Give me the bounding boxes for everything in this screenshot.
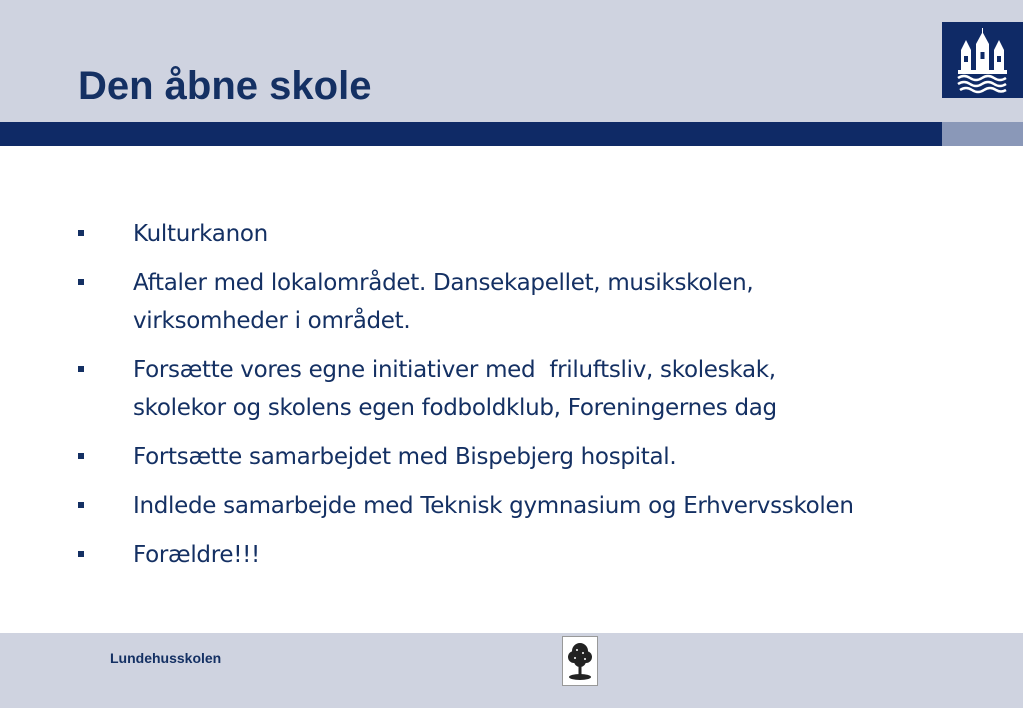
list-item xyxy=(0,215,1000,253)
bullet-line: Indlede samarbejde med Teknisk gymnasium og Erhvervsskolen xyxy=(133,493,854,519)
slide-title: Den åbne skole xyxy=(78,64,372,108)
square-bullet-icon xyxy=(78,551,84,557)
bullet-line: Kulturkanon xyxy=(133,221,268,247)
bullet-line: Fortsætte samarbejdet med Bispebjerg hospital. xyxy=(133,444,677,470)
bullet-line: Forsætte vores egne initiativer med friluftsliv, skoleskak, xyxy=(133,357,776,383)
tree-emblem-icon xyxy=(562,636,598,686)
list-item xyxy=(0,264,1000,340)
list-item xyxy=(0,536,1000,574)
bullet-line: Aftaler med lokalområdet. Dansekapellet, musikskolen, xyxy=(133,270,754,296)
bullet-line: virksomheder i området. xyxy=(133,308,411,334)
bullet-line: Forældre!!! xyxy=(133,542,260,568)
slide-footer xyxy=(0,633,1023,708)
header-divider-accent xyxy=(942,122,1023,146)
list-item xyxy=(0,351,1000,427)
list-item xyxy=(0,487,1000,525)
bullet-list xyxy=(0,215,1000,585)
city-crest-icon xyxy=(942,22,1023,98)
slide-header xyxy=(0,0,1023,122)
bullet-line: skolekor og skolens egen fodboldklub, Foreningernes dag xyxy=(133,395,777,421)
square-bullet-icon xyxy=(78,366,84,372)
header-divider-bar xyxy=(0,122,942,146)
square-bullet-icon xyxy=(78,453,84,459)
square-bullet-icon xyxy=(78,230,84,236)
list-item xyxy=(0,438,1000,476)
square-bullet-icon xyxy=(78,279,84,285)
square-bullet-icon xyxy=(78,502,84,508)
school-name: Lundehusskolen xyxy=(110,650,222,666)
